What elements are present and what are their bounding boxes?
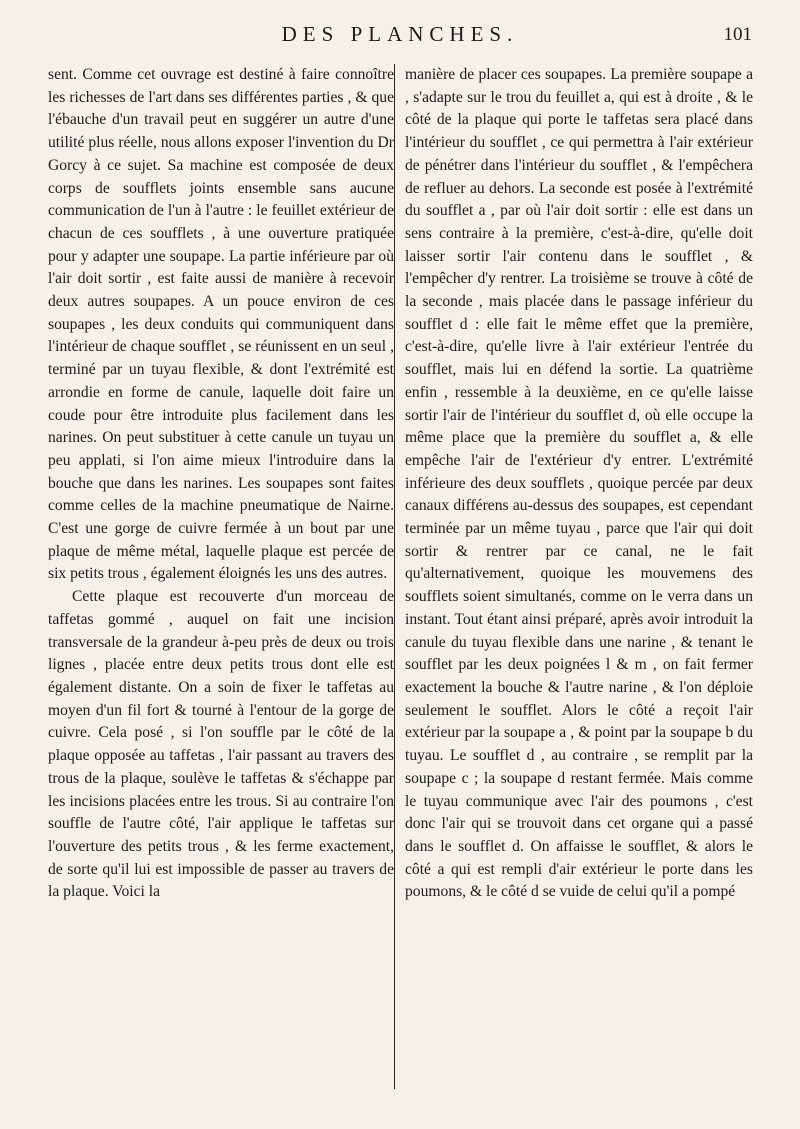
- page-header: [48, 20, 752, 60]
- paragraph: Cette plaque est recouverte d'un morceau de taffetas gommé , auquel on fait une incision transversale de la grandeur à-peu près de deux ou trois lignes , placée entre deux petits trous dont elle est également distante. On a soin de fixer le taffetas au moyen d'un fil fort & tourné à l'entour de la gorge de cuivre. Cela posé , si l'on souffle par le côté de la plaque opposée au taffetas , l'air passant au travers des trous de la plaque, soulève le taffetas & s'échappe par les incisions placées entre les trous. Si au contraire l'on souffle de l'autre côté, l'air applique le taffetas sur l'ouverture des petits trous , & les ferme exactement, de sorte qu'il lui est impossible de passer au travers de la plaque. Voici la: [48, 588, 394, 901]
- column-divider: [394, 64, 395, 1089]
- left-column: [48, 64, 394, 904]
- right-column: [405, 64, 753, 904]
- paragraph: manière de placer ces soupapes. La première soupape a , s'adapte sur le trou du feuillet a, qui est à droite , & le côté de la plaque qui porte le taffetas sera placé dans l'intérieur du soufflet , ce qui permettra à l'air extérieur de pénétrer dans l'intérieur du soufflet , & l'empêchera de refluer au dehors. La seconde est posée à l'extrémité du soufflet a , par où l'air doit sortir : elle est dans un sens contraire à la première, c'est-à-dire, qu'elle doit laisser sortir l'air contenu dans le soufflet , & l'empêcher d'y rentrer. La troisième se trouve à côté de la seconde , mais placée dans le passage inférieur du soufflet d : elle fait le même effet que la première, c'est-à-dire, qu'elle livre à l'air extérieur l'entrée du soufflet, mais lui en défend la sortie. La quatrième enfin , ressemble à la deuxième, en ce qu'elle laisse sortir l'air de l'intérieur du soufflet d, où elle occupe la même place que la première du soufflet a, & elle empêche l'air de l'extérieur d'y entrer. L'extrémité inférieure des deux soufflets , quoique percée par deux canaux différens au-dessus des soupapes, est cependant terminée par un même tuyau , parce que l'air qui doit sortir & rentrer par ce canal, ne le fait qu'alternativement, quoique les mouvemens des soufflets soient simultanés, comme on le verra dans un instant. Tout étant ainsi préparé, après avoir introduit la canule du tuyau flexible dans une narine , & tenant le soufflet par les deux poignées l & m , on fait fermer exactement la bouche & l'autre narine , & l'on déploie seulement le soufflet. Alors le côté a reçoit l'air extérieur par la soupape a , & point par la soupape b du tuyau. Le soufflet d , au contraire , se remplit par la soupape c ; la soupape d restant fermée. Mais comme le tuyau communique avec l'air des poumons , c'est donc l'air qui se trouvoit dans cet organe qui a passé dans le soufflet d. On affaisse le soufflet, & alors le côté a qui est rempli d'air extérieur le porte dans les poumons, & le côté d se vuide de celui qu'il a pompé: [405, 66, 753, 901]
- running-head: DES PLANCHES.: [281, 22, 519, 46]
- paragraph: sent. Comme cet ouvrage est destiné à faire connoître les richesses de l'art dans ses différentes parties , & que l'ébauche d'un travail peut en suggérer un autre d'une utilité plus réelle, nous allons exposer l'invention du Dr Gorcy à ce sujet. Sa machine est composée de deux corps de soufflets joints ensemble sans aucune communication de l'un à l'autre : le feuillet extérieur de chacun de ces soufflets , à une ouverture pratiquée pour y adapter une soupape. La partie inférieure par où l'air doit sortir , est faite aussi de manière à recevoir deux autres soupapes. A un pouce environ de ces soupapes , les deux conduits qui communiquent dans l'intérieur de chaque soufflet , se réunissent en un seul , terminé par un tuyau flexible, & dont l'extrémité est arrondie en forme de canule, laquelle doit faire un coude pour être introduite plus facilement dans les narines. On peut substituer à cette canule un tuyau un peu applati, si l'on aime mieux l'introduire dans la bouche que dans les narines. Les soupapes sont faites comme celles de la machine pneumatique de Nairne. C'est une gorge de cuivre fermée à un bout par une plaque de même métal, laquelle plaque est percée de six petits trous , également éloignés les uns des autres.: [48, 66, 394, 583]
- page-number: 101: [723, 24, 752, 45]
